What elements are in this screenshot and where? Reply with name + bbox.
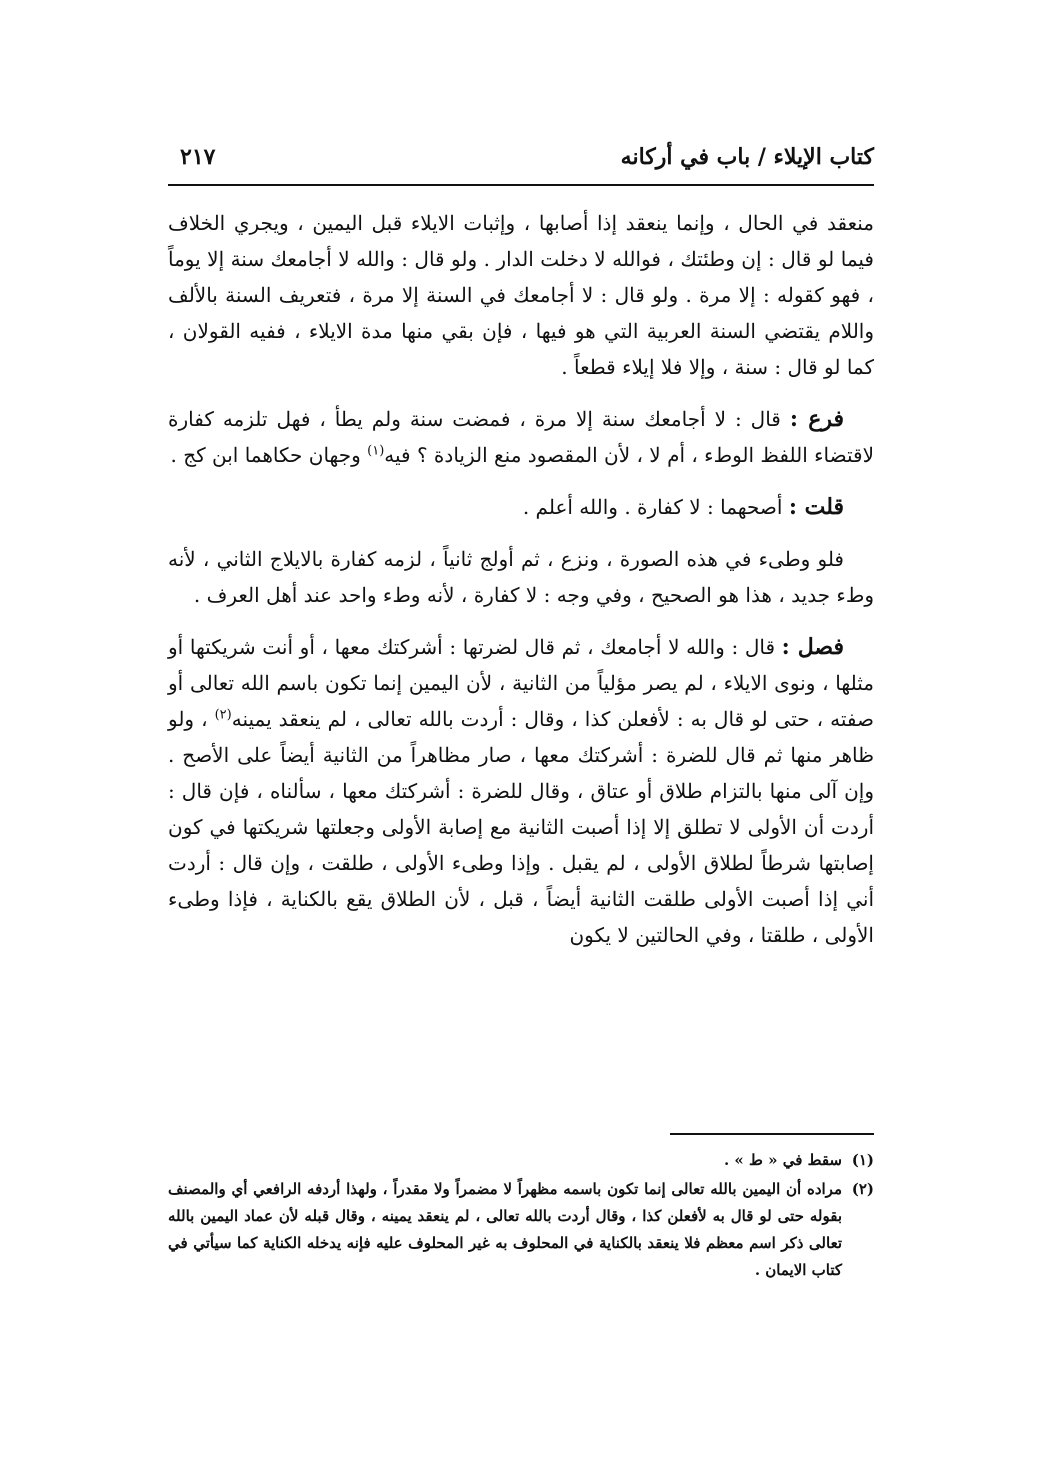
footnote-number: (١) (851, 1151, 874, 1169)
footnote-1 (168, 1147, 874, 1174)
footnote-text: مراده أن اليمين بالله تعالى إنما تكون باسمه مظهراً لا مضمراً ولا مقدراً ، ولهذا أردفه الرافعي أي والمصنف بقوله حتى لو قال به لأفعلن كذا ، وقال أردت بالله تعالى ، لم ينعقد يمينه ، وقال قبله لأن عماد اليمين بالله تعالى ذكر اسم معظم فلا ينعقد بالكناية في المحلوف به غير المحلوف عليه فإنه يدخله الكناية كما سيأتي في كتاب الايمان . (168, 1180, 842, 1279)
paragraph-fasl (168, 629, 874, 953)
section-lead-fasl: فصل : (781, 634, 844, 660)
footnotes (168, 1147, 874, 1286)
paragraph-qult (168, 489, 874, 525)
footnote-2 (168, 1176, 874, 1284)
paragraph-far-text-b: وجهان حكاهما ابن كج . (170, 443, 368, 467)
footnote-text: سقط في « ط » . (723, 1151, 842, 1169)
section-lead-far: فرع : (789, 406, 844, 432)
page-number: ٢١٧ (180, 144, 216, 170)
footnote-rule (670, 1133, 874, 1135)
paragraph-qult-text: أصحهما : لا كفارة . والله أعلم . (522, 495, 789, 519)
paragraph-far-text-a: قال : لا أجامعك سنة إلا مرة ، فمضت سنة ولم يطأ ، فهل تلزمه كفارة لاقتضاء اللفظ الوطء ، أم لا ، لأن المقصود منع الزيادة ؟ فيه (168, 407, 874, 467)
paragraph-fasl-text-b: ، ولو ظاهر منها ثم قال للضرة : أشركتك معها ، صار مظاهراً من الثانية أيضاً على الأصح . وإن آلى منها بالتزام طلاق أو عتاق ، وقال للضرة : أشركتك معها ، سألناه ، فإن قال : أردت أن الأولى لا تطلق إلا إذا أصبت الثانية مع إصابة الأولى وجعلتها شريكتها في كون إصابتها شرطاً لطلاق الأولى ، لم يقبل . وإذا وطىء الأولى ، طلقت ، وإن قال : أردت أني إذا أصبت الأولى طلقت الثانية أيضاً ، قبل ، لأن الطلاق يقع بالكناية ، فإذا وطىء الأولى ، طلقتا ، وفي الحالتين لا يكون (168, 707, 874, 947)
body-text (168, 205, 874, 969)
paragraph-fasl-text-a: قال : والله لا أجامعك ، ثم قال لضرتها : أشركتك معها ، أو أنت شريكتها أو مثلها ، ونوى الايلاء ، لم يصر مؤلياً من الثانية ، لأن اليمين إنما تكون باسم الله تعالى أو صفته ، حتى لو قال به : لأفعلن كذا ، وقال : أردت بالله تعالى ، لم ينعقد يمينه (168, 635, 874, 731)
footnote-ref-2: (٢) (214, 707, 232, 723)
page-header (168, 140, 874, 186)
footnote-number: (٢) (851, 1180, 874, 1198)
section-lead-qult: قلت : (788, 494, 844, 520)
paragraph-4: فلو وطىء في هذه الصورة ، ونزع ، ثم أولج ثانياً ، لزمه كفارة بالايلاج الثاني ، لأنه وطء جديد ، هذا هو الصحيح ، وفي وجه : لا كفارة ، لأنه وطء واحد عند أهل العرف . (168, 547, 874, 607)
header-rule (168, 184, 874, 186)
footnote-ref-1: (١) (367, 443, 385, 459)
paragraph-far (168, 401, 874, 473)
paragraph-1: منعقد في الحال ، وإنما ينعقد إذا أصابها ، وإثبات الايلاء قبل اليمين ، ويجري الخلاف فيما لو قال : إن وطئتك ، فوالله لا دخلت الدار . ولو قال : والله لا أجامعك سنة إلا يوماً ، فهو كقوله : إلا مرة . ولو قال : لا أجامعك في السنة إلا مرة ، فتعريف السنة بالألف واللام يقتضي السنة العربية التي هو فيها ، فإن بقي منها مدة الايلاء ، ففيه القولان ، كما لو قال : سنة ، وإلا فلا إيلاء قطعاً . (168, 211, 874, 379)
running-title: كتاب الإيلاء / باب في أركانه (620, 144, 874, 170)
